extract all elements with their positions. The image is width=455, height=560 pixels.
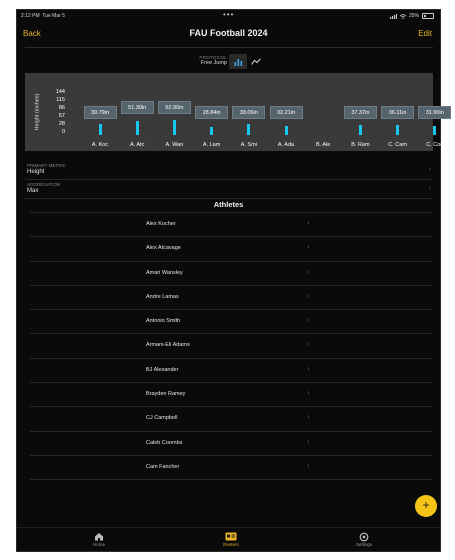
wifi-icon bbox=[400, 14, 406, 19]
page-title: FAU Football 2024 bbox=[189, 28, 268, 38]
chart-bar[interactable] bbox=[210, 127, 213, 135]
chevron-right-icon: › bbox=[428, 185, 431, 192]
athlete-row[interactable] bbox=[30, 262, 433, 286]
y-tick-label: 86 bbox=[58, 105, 65, 111]
x-tick-label: A. Atc bbox=[130, 142, 145, 148]
add-button[interactable]: + bbox=[415, 495, 437, 517]
athletes-list bbox=[30, 212, 433, 480]
chevron-right-icon: › bbox=[307, 363, 310, 373]
y-tick-label: 115 bbox=[56, 97, 65, 103]
y-tick-label: 57 bbox=[58, 113, 65, 119]
bar-value-label: 38.06in bbox=[232, 106, 265, 119]
tab-settings-label: Settings bbox=[355, 542, 373, 547]
athlete-row[interactable] bbox=[30, 212, 433, 237]
athlete-name: Antonio Smith bbox=[146, 318, 181, 325]
chevron-right-icon: › bbox=[307, 339, 310, 349]
protocol-value: Free Jump bbox=[200, 60, 227, 66]
protocol-selector[interactable] bbox=[193, 55, 227, 66]
divider bbox=[25, 47, 433, 48]
bar-value-label: 39.79in bbox=[84, 106, 117, 119]
athlete-row[interactable] bbox=[30, 432, 433, 456]
athlete-row[interactable] bbox=[30, 334, 433, 358]
bar-value-label: 32.21in bbox=[270, 106, 303, 119]
athletes-heading: Athletes bbox=[213, 200, 244, 209]
athlete-name: Amari Wansley bbox=[146, 269, 183, 276]
chart-bar[interactable] bbox=[247, 124, 250, 135]
y-tick-label: 28 bbox=[58, 121, 65, 127]
x-tick-label: B. Ram bbox=[351, 142, 370, 148]
chevron-right-icon: › bbox=[307, 266, 310, 276]
athlete-name: Alex Atcavage bbox=[146, 245, 181, 252]
signal-icon bbox=[390, 14, 397, 19]
chart-bar[interactable] bbox=[359, 125, 362, 135]
x-tick-label: A. Wan bbox=[165, 142, 184, 148]
athlete-row[interactable] bbox=[30, 456, 433, 480]
athlete-name: Brayden Ramey bbox=[146, 391, 186, 398]
tab-home[interactable] bbox=[69, 532, 129, 547]
aggregation-value: Max bbox=[27, 188, 39, 194]
aggregation-row[interactable] bbox=[25, 180, 433, 199]
chevron-right-icon: › bbox=[428, 166, 431, 173]
back-button[interactable]: Back bbox=[23, 29, 41, 38]
athlete-row[interactable] bbox=[30, 407, 433, 431]
status-time: 2:12 PM bbox=[21, 13, 40, 19]
athlete-row[interactable] bbox=[30, 237, 433, 261]
primary-metric-label: PRIMARY METRIC bbox=[27, 163, 66, 168]
settings-icon bbox=[359, 532, 369, 542]
line-chart-icon bbox=[251, 58, 261, 65]
x-tick-label: A. Lam bbox=[202, 142, 221, 148]
x-tick-label: A. Ada bbox=[277, 142, 295, 148]
aggregation-label: AGGREGATION bbox=[27, 182, 61, 187]
bar-view-button[interactable] bbox=[229, 54, 247, 69]
bar-value-label: 28.84in bbox=[195, 106, 228, 119]
x-tick-label: A. Koc bbox=[91, 142, 109, 148]
chart-bar[interactable] bbox=[396, 125, 399, 135]
y-tick-label: 144 bbox=[55, 89, 65, 95]
x-tick-label: C. Coo bbox=[426, 142, 444, 148]
chevron-right-icon: › bbox=[307, 436, 310, 446]
tab-rosters-label: Rosters bbox=[223, 542, 239, 547]
x-tick-label: C. Cam bbox=[388, 142, 407, 148]
multitask-dots-icon[interactable]: ••• bbox=[223, 10, 235, 19]
y-tick-label: 0 bbox=[61, 129, 65, 135]
ipad-screen bbox=[16, 9, 444, 552]
athlete-name: Armani-Eli Adams bbox=[146, 342, 190, 349]
bar-value-label: 51.30in bbox=[121, 101, 154, 114]
status-bar bbox=[17, 10, 440, 22]
tab-settings[interactable] bbox=[334, 532, 394, 547]
protocol-label: PROTOCOL bbox=[199, 55, 227, 60]
athlete-row[interactable] bbox=[30, 310, 433, 334]
athlete-row[interactable] bbox=[30, 359, 433, 383]
tab-bar bbox=[17, 527, 440, 552]
chart-bar[interactable] bbox=[173, 120, 176, 135]
tab-home-label: Home bbox=[92, 542, 105, 547]
chevron-right-icon: › bbox=[307, 412, 310, 422]
bar-value-label: 37.37in bbox=[344, 106, 377, 119]
athlete-name: Andre Lamas bbox=[146, 293, 179, 300]
status-date: Tue Mar 5 bbox=[42, 13, 65, 19]
athlete-name: Caleb Coombs bbox=[146, 439, 183, 446]
bar-value-label: 52.90in bbox=[158, 101, 191, 114]
edit-button[interactable]: Edit bbox=[418, 29, 432, 38]
chevron-right-icon: › bbox=[307, 388, 310, 398]
rosters-icon bbox=[225, 532, 237, 541]
bar-chart-icon bbox=[234, 58, 243, 66]
chevron-right-icon: › bbox=[307, 218, 310, 227]
athlete-row[interactable] bbox=[30, 383, 433, 407]
bar-value-label: 31.90in bbox=[418, 106, 451, 119]
y-axis-label: Height (inches) bbox=[34, 93, 41, 131]
chart-view-toggle bbox=[229, 54, 265, 69]
chevron-right-icon: › bbox=[307, 242, 310, 252]
athlete-row[interactable] bbox=[30, 286, 433, 310]
x-tick-label: B. Ale bbox=[316, 142, 331, 148]
athlete-name: BJ Alexander bbox=[146, 366, 179, 373]
tab-rosters[interactable] bbox=[201, 532, 261, 547]
chart-bar[interactable] bbox=[433, 126, 436, 135]
primary-metric-value: Height bbox=[27, 169, 45, 175]
athlete-name: CJ Campbell bbox=[146, 415, 178, 422]
chevron-right-icon: › bbox=[307, 315, 310, 325]
navigation-bar bbox=[17, 27, 440, 43]
battery-percent: 25% bbox=[408, 13, 419, 19]
chart-bar[interactable] bbox=[99, 124, 102, 135]
primary-metric-row[interactable] bbox=[25, 161, 433, 180]
athlete-name: Alex Kocher bbox=[146, 221, 176, 227]
chart-bar[interactable] bbox=[136, 121, 139, 135]
bar-value-label: 36.11in bbox=[381, 106, 414, 119]
x-tick-label: A. Smi bbox=[240, 142, 257, 148]
chart-bar[interactable] bbox=[285, 126, 288, 135]
jump-height-chart bbox=[25, 73, 444, 151]
battery-icon bbox=[422, 13, 434, 19]
home-icon bbox=[94, 532, 104, 541]
chevron-right-icon: › bbox=[307, 290, 310, 300]
line-view-button[interactable] bbox=[247, 54, 265, 69]
athlete-name: Cam Fancher bbox=[146, 463, 180, 470]
chevron-right-icon: › bbox=[307, 460, 310, 470]
